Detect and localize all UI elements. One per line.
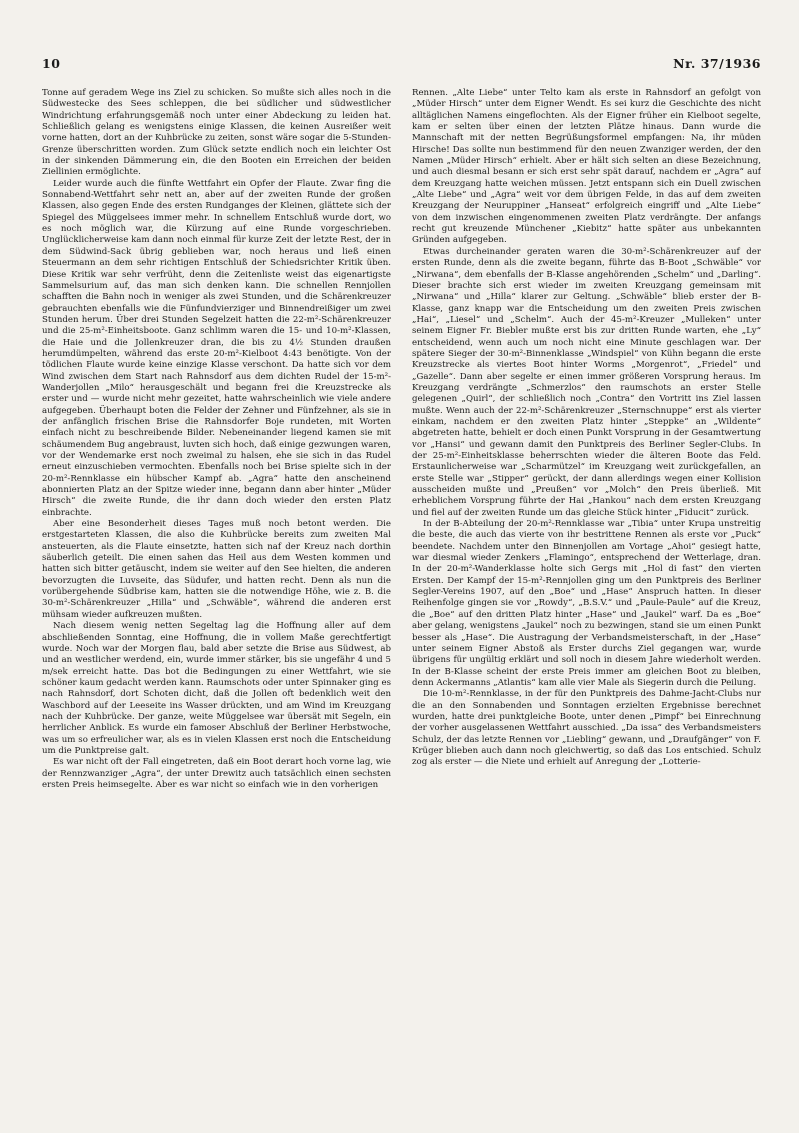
paragraph: Etwas durcheinander geraten waren die 30-m²-Schärenkreuzer auf der ersten Runde, denn als die zweite begann, führte das B-Boot „Schwäble“ vor „Nirwana“, dem ebenfalls der B-Klasse angehörenden „Schelm“ und „Darling“. Dieser brachte sich erst wieder im zweiten Kreuzgang gemeinsam mit „Nirwana“ und „Hilla“ klarer zur Geltung. „Schwäble“ blieb erster der B-Klasse, ganz knapp war die Entscheidung um den zweiten Preis zwischen „Hai“, „Liesel“ und „Schelm“. Auch der 45-m²-Kreuzer „Mulleken“ unter seinem Eigner Fr. Biebler mußte erst bis zur dritten Runde warten, ehe „Ly“ entscheidend, wenn auch um noch nicht eine Minute geschlagen war. Der spätere Sieger der 30-m²-Binnenklasse „Windspiel“ von Kühn begann die erste Kreuzstrecke als viertes Boot hinter Worms „Morgenrot“, „Friedel“ und „Gazelle“. Dann aber segelte er einen immer größeren Vorsprung heraus. Im Kreuzgang verdrängte „Schmerzlos“ den raumschots an erster Stelle gelegenen „Quirl“, der schließlich noch „Contra“ den Vortritt ins Ziel lassen mußte. Wenn auch der 22-m²-Schärenkreuzer „Sternschnuppe“ erst als vierter einkam, nachdem er den zweiten Platz hinter „Steppke“ an „Wildente“ abgetreten hatte, behielt er doch einen Punkt Vorsprung in der Gesamtwertung vor „Hansi“ und gewann damit den Punktpreis des Berliner Segler-Clubs. In der 25-m²-Einheitsklasse beherrschten wieder die älteren Boote das Feld. Erstaunlicherweise war „Scharmützel“ im Kreuzgang weit zurückgefallen, an erste Stelle war „Stipper“ gerückt, der dann allerdings wegen einer Kollision ausscheiden mußte und „Preußen“ vor „Molch“ den Preis überließ. Mit erheblichem Vorsprung führte der Hai „Hankou“ nach dem ersten Kreuzgang und fiel auf der zweiten Runde um das gleiche Stück hinter „Fiducit“ zurück. [412, 246, 761, 518]
paragraph: Die 10-m²-Rennklasse, in der für den Punktpreis des Dahme-Jacht-Clubs nur die an den Sonnabenden und Sonntagen erzielten Ergebnisse berechnet wurden, hatte drei punktgleiche Boote, unter denen „Pimpf“ bei Einrechnung der vorher ausgelassenen Wettfahrt ausschied. „Da issa“ des Verbandsmeisters Schulz, der das letzte Rennen vor „Liebling“ gewann, und „Draufgänger“ von F. Krüger blieben auch dann noch gleichwertig, so daß das Los entschied. Schulz zog als erster — die Niete und erhielt auf Anregung der „Lotterie- [412, 689, 761, 768]
issue-number: Nr. 37/1936 [673, 56, 761, 71]
left-column [42, 88, 391, 791]
paragraph: Aber eine Besonderheit dieses Tages muß noch betont werden. Die erstgestarteten Klassen, die also die Kuhbrücke bereits zum zweiten Mal ansteuerten, als die Flaute einsetzte, hatten sich naf der Kreuz nach dorthin säuberlich geteilt. Die einen sahen das Heil aus dem Westen kommen und hatten sich bitter getäuscht, indem sie weiter auf den See hielten, die anderen bevorzugten die Luvseite, das Südufer, und hatten recht. Denn als nun die vorübergehende Südbrise kam, hatten sie die notwendige Höhe, wie z. B. die 30-m²-Schärenkreuzer „Hilla“ und „Schwäble“, während die anderen erst mühsam wieder aufkreuzen mußten. [42, 519, 391, 620]
paragraph: In der B-Abteilung der 20-m²-Rennklasse war „Tibia“ unter Krupa unstreitig die beste, die auch das vierte von ihr bestrittene Rennen als erste vor „Puck“ beendete. Nachdem unter den Binnenjollen am Vortage „Ahoi“ gesiegt hatte, war diesmal wieder Zenkers „Flamingo“, entsprechend der Wetterlage, dran. In der 20-m²-Wanderklasse holte sich Gergs mit „Hol di fast“ den vierten Ersten. Der Kampf der 15-m²-Rennjollen ging um den Punktpreis des Berliner Segler-Vereins 1907, auf den „Boe“ und „Hase“ Anspruch hatten. In dieser Reihenfolge gingen sie vor „Rowdy“, „B.S.V.“ und „Paule-Paule“ auf die Kreuz, die „Boe“ auf den dritten Platz hinter „Hase“ und „Jaukel“ warf. Da es „Boe“ aber gelang, wenigstens „Jaukel“ noch zu bezwingen, stand sie um einen Punkt besser als „Hase“. Die Austragung der Verbandsmeisterschaft, in der „Hase“ unter seinem Eigner Abstoß als Erster durchs Ziel gegangen war, wurde übrigens für ungültig erklärt und soll noch in diesem Jahre wiederholt werden. In der B-Klasse scheint der erste Preis immer am gleichen Boot zu bleiben, denn Ackermanns „Atlantis“ kam alle vier Male als Siegerin durch die Peilung. [412, 519, 761, 688]
paragraph: Rennen. „Alte Liebe“ unter Telto kam als erste in Rahnsdorf an gefolgt von „Müder Hirsch“ unter dem Eigner Wendt. Es sei kurz die Geschichte des nicht alltäglichen Namens eingeflochten. Als der Eigner früher ein Kielboot segelte, kam er selten über einen der letzten Plätze hinaus. Dann wurde die Mannschaft mit der netten Begrüßungsformel empfangen: Na, ihr müden Hirsche! Das sollte nun bestimmend für den neuen Zwanziger werden, der den Namen „Müder Hirsch“ erhielt. Aber er hält sich selten an diese Bezeichnung, und auch diesmal besann er sich erst sehr spät darauf, nachdem er „Agra“ auf dem Kreuzgang hatte weichen müssen. Jetzt entspann sich ein Duell zwischen „Alte Liebe“ und „Agra“ weit vor dem übrigen Felde, in das auf dem zweiten Kreuzgang der Neuruppiner „Hanseat“ erfolgreich eingriff und „Alte Liebe“ von dem inzwischen eingenommenen zweiten Platz verdrängte. Der anfangs recht gut kreuzende Münchener „Kiebitz“ hatte später aus unbekannten Gründen aufgegeben. [412, 88, 761, 246]
paragraph: Tonne auf geradem Wege ins Ziel zu schicken. So mußte sich alles noch in die Südwestecke des Sees schleppen, die bei südlicher und südwestlicher Windrichtung erfahrungsgemäß noch unter einer Abdeckung zu leiden hat. Schließlich gelang es wenigstens einige Klassen, die keinen Ausreißer weit vorne hatten, dort an der Kuhbrücke zu zeiten, sonst wäre sogar die 5-Stunden-Grenze überschritten worden. Zum Glück setzte endlich noch ein leichter Ost in der sinkenden Dämmerung ein, die den Booten ein Erreichen der beiden Ziellinien ermöglichte. [42, 88, 391, 178]
paragraph: Leider wurde auch die fünfte Wettfahrt ein Opfer der Flaute. Zwar fing die Sonnabend-Wettfahrt sehr nett an, aber auf der zweiten Runde der großen Klassen, also gegen Ende des ersten Rundganges der Kleinen, glättete sich der Spiegel des Müggelsees immer mehr. In schnellem Entschluß wurde dort, wo es noch möglich war, die Kürzung auf eine Runde vorgeschrieben. Unglücklicherweise kam dann noch einmal für kurze Zeit der letzte Rest, der in dem Südwind-Sack übrig geblieben war, noch heraus und ließ einen Steuermann an dem sehr richtigen Entschluß der Schiedsrichter Kritik üben. Diese Kritik war sehr verfrüht, denn die Zeitenliste weist das eigenartigste Sammelsurium auf, das man sich denken kann. Die schnellen Rennjollen schafften die Bahn noch in weniger als zwei Stunden, und die Schärenkreuzer gebrauchten ebenfalls wie die Fünfundvierziger und Binnendreißiger um zwei Stunden herum. Über drei Stunden Segelzeit hatten die 22-m²-Schärenkreuzer und die 25-m²-Einheitsboote. Ganz schlimm waren die 15- und 10-m²-Klassen, die Haie und die Jollenkreuzer dran, die bis zu 4½ Stunden draußen herumdümpelten, während das erste 20-m²-Kielboot 4:43 benötigte. Von der tödlichen Flaute wurde keine einzige Klasse verschont. Da hatte sich vor dem Wind zwischen dem Start nach Rahnsdorf aus dem dichten Rudel der 15-m²-Wanderjollen „Milo“ herausgeschält und begann frei die Kreuzstrecke als erster und — wurde nicht mehr gezeitet, hatte wahrscheinlich wie viele andere aufgegeben. Überhaupt boten die Felder der Zehner und Fünfzehner, als sie in der anfänglich frischen Brise die Rahnsdorfer Boje rundeten, mit Worten einfach nicht zu beschreibende Bilder. Nebeneinander liegend kamen sie mit schäumendem Bug angebraust, luvten sich hoch, daß einige gezwungen waren, vor der Wendemarke erst noch zweimal zu halsen, ehe sie sich in das Rudel erneut einzuschieben vermochten. Ebenfalls noch bei Brise spielte sich in der 20-m²-Rennklasse ein hübscher Kampf ab. „Agra“ hatte den anscheinend abonnierten Platz an der Spitze wieder inne, begann dann aber hinter „Müder Hirsch“ die zweite Runde, die ihr dann doch wieder den ersten Platz einbrachte. [42, 178, 391, 518]
paragraph: Nach diesem wenig netten Segeltag lag die Hoffnung aller auf dem abschließenden Sonntag, eine Hoffnung, die in vollem Maße gerechtfertigt wurde. Noch war der Morgen flau, bald aber setzte die Brise aus Südwest, ab und an westlicher werdend, ein, wurde immer stärker, bis sie ungefähr 4 und 5 m/sek erreicht hatte. Das bot die Bedingungen zu einer Wettfahrt, wie sie schöner kaum gedacht werden kann. Raumschots oder unter Spinnaker ging es nach Rahnsdorf, dort Schoten dicht, daß die Jollen oft bedenklich weit den Waschbord auf der Leeseite ins Wasser drückten, und am Wind im Kreuzgang nach der Kuhbrücke. Der ganze, weite Müggelsee war übersät mit Segeln, ein herrlicher Anblick. Es wurde ein famoser Abschluß der Berliner Herbstwoche, was um so erfreulicher war, als es in vielen Klassen erst noch die Entscheidung um die Punktpreise galt. [42, 621, 391, 756]
article-body [42, 88, 761, 791]
page-header [42, 56, 761, 72]
page-number: 10 [42, 56, 61, 71]
right-column [412, 88, 761, 791]
paragraph: Es war nicht oft der Fall eingetreten, daß ein Boot derart hoch vorne lag, wie der Rennzwanziger „Agra“, der unter Drewitz auch tatsächlich einen sechsten ersten Preis heimsegelte. Aber es war nicht so einfach wie in den vorherigen [42, 757, 391, 790]
